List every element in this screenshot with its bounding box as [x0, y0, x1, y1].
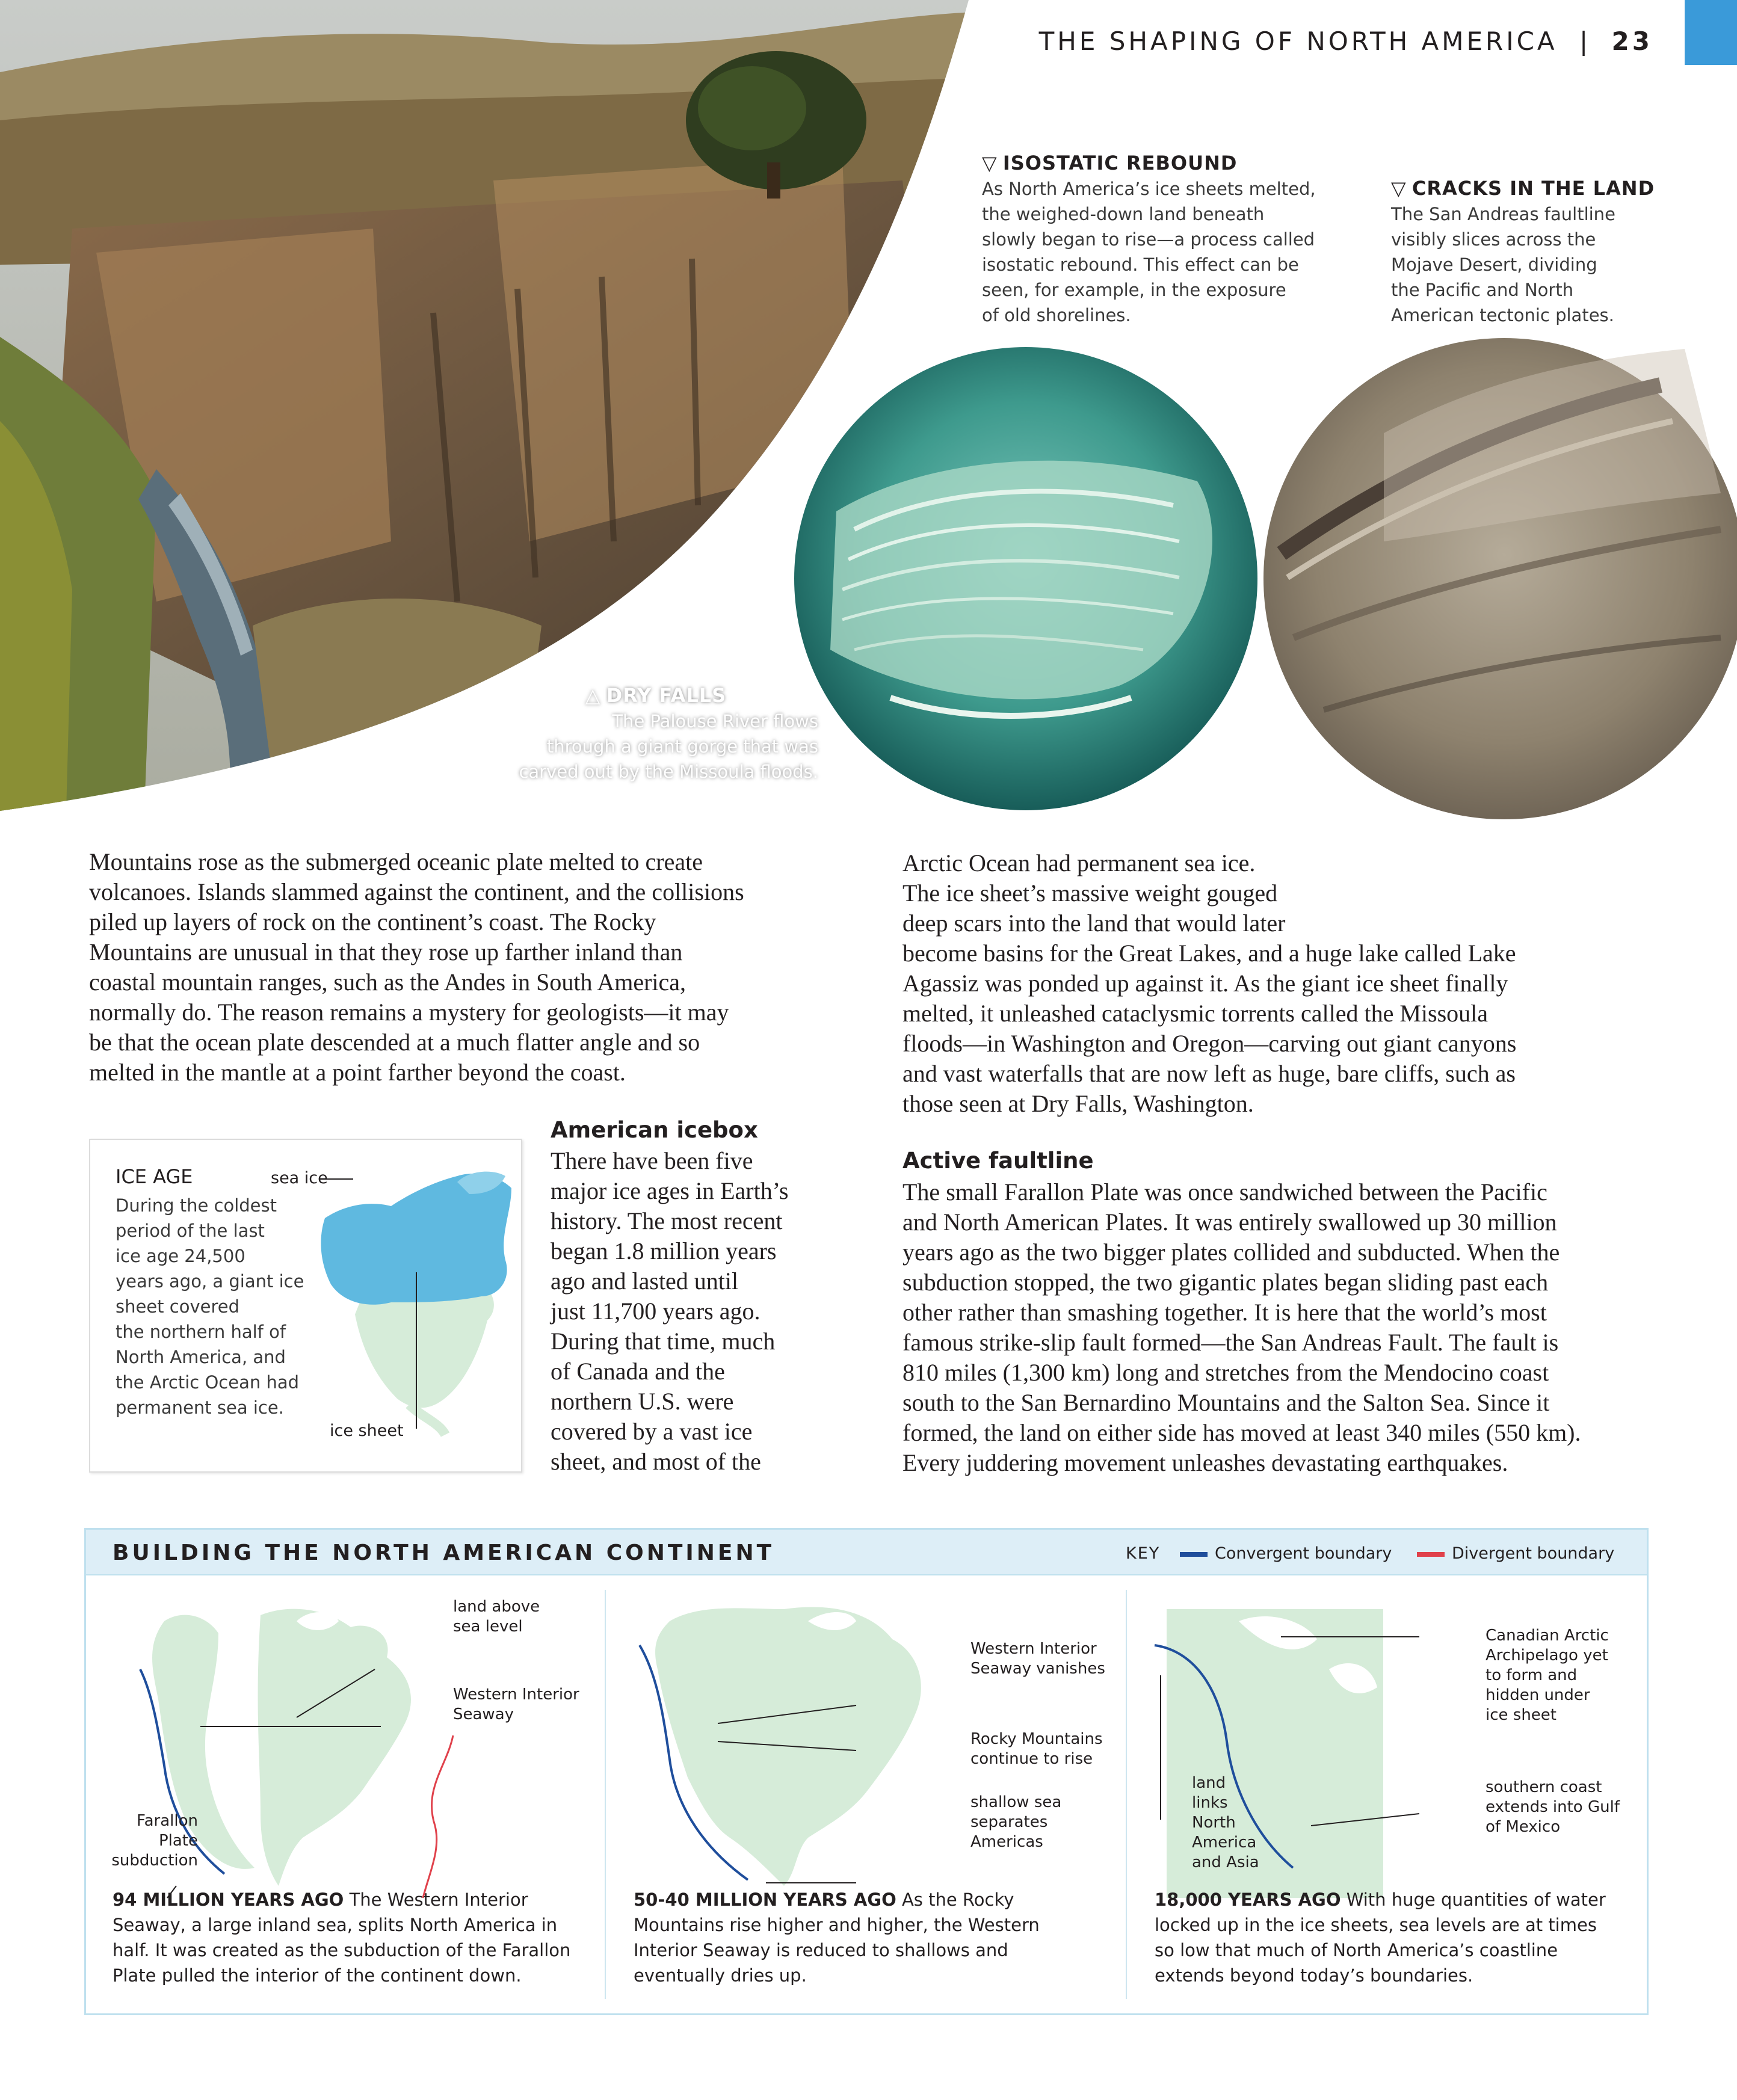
hero-photo-collage — [0, 0, 1737, 842]
text-line: other rather than smashing together. It is here that the world’s most — [902, 1299, 1547, 1326]
caption-marker-icon: ▽ — [1391, 177, 1407, 200]
text-line: and North American Plates. It was entirely swallowed up 30 million — [902, 1209, 1557, 1236]
text-line: south to the San Bernardino Mountains and the Salton Sea. Since it — [902, 1389, 1550, 1416]
caption-line: extends beyond today’s boundaries. — [1155, 1965, 1473, 1986]
label-line: southern coast — [1486, 1778, 1602, 1796]
caption-line: through a giant gorge that was — [546, 736, 818, 757]
text-line: sheet, and most of the — [551, 1448, 761, 1475]
caption-dry-falls — [457, 683, 818, 784]
caption-line: locked up in the ice sheets, sea levels are at times — [1155, 1915, 1597, 1935]
text-line: sheet covered — [116, 1296, 239, 1317]
label-line: to form and — [1486, 1666, 1578, 1684]
caption-line: half. It was created as the subduction of the Farallon — [113, 1940, 571, 1960]
caption-date: 94 MILLION YEARS AGO — [113, 1889, 344, 1910]
text-line: There have been five — [551, 1147, 753, 1174]
caption-line: slowly began to rise—a process called — [982, 229, 1315, 250]
label-southern-coast — [1486, 1778, 1620, 1837]
text-line: melted, it unleashed cataclysmic torrents called the Missoula — [902, 1000, 1489, 1027]
active-faultline-heading: Active faultline — [902, 1148, 1094, 1174]
label-line: Archipelago yet — [1486, 1646, 1608, 1664]
caption-94-million-years — [113, 1887, 600, 1988]
label-line: extends into Gulf — [1486, 1798, 1620, 1816]
text-line: The ice sheet’s massive weight gouged — [902, 879, 1278, 907]
label-canadian-arctic-archipelago — [1486, 1626, 1609, 1725]
text-line: subduction stopped, the two gigantic plates began sliding past each — [902, 1269, 1549, 1296]
caption-50-40-million-years — [634, 1887, 1121, 1988]
caption-line: The San Andreas faultline — [1391, 204, 1615, 224]
ice-age-text — [116, 1193, 304, 1420]
text-line: northern U.S. were — [551, 1388, 734, 1415]
label-line: and Asia — [1192, 1853, 1259, 1871]
land-mass-east — [258, 1609, 411, 1886]
divergent-key-label: Divergent boundary — [1452, 1544, 1615, 1563]
caption-isostatic-rebound — [982, 150, 1355, 328]
text-line: deep scars into the land that would later — [902, 910, 1286, 937]
caption-line: American tectonic plates. — [1391, 305, 1614, 325]
label-line: links — [1192, 1794, 1228, 1812]
ice-age-title: ICE AGE — [116, 1165, 193, 1188]
caption-line: The Palouse River flows — [612, 711, 818, 731]
text-line: During that time, much — [551, 1328, 776, 1355]
header-separator: | — [1579, 26, 1591, 56]
text-line: permanent sea ice. — [116, 1397, 284, 1418]
text-line: history. The most recent — [551, 1207, 783, 1234]
label-line: Western Interior — [453, 1686, 579, 1704]
text-line: began 1.8 million years — [551, 1237, 777, 1264]
divergent-key-swatch — [1417, 1552, 1445, 1557]
label-line: land — [1192, 1774, 1226, 1792]
text-line: years ago, a giant ice — [116, 1271, 304, 1292]
text-line: During the coldest — [116, 1195, 277, 1216]
text-line: melted in the mantle at a point farther beyond the coast. — [89, 1059, 626, 1086]
label-line: Seaway — [453, 1705, 514, 1723]
label-line: Seaway vanishes — [970, 1660, 1105, 1678]
text-line: The small Farallon Plate was once sandwiched between the Pacific — [902, 1178, 1547, 1205]
running-header — [1039, 26, 1653, 56]
building-continent-panel — [84, 1528, 1649, 2015]
caption-title: ISOSTATIC REBOUND — [1002, 152, 1238, 174]
ice-sheet-label: ice sheet — [330, 1421, 404, 1440]
page-number: 23 — [1611, 26, 1653, 56]
label-line: Canadian Arctic — [1486, 1627, 1609, 1645]
label-line: separates — [970, 1813, 1048, 1831]
text-line: ice age 24,500 — [116, 1246, 245, 1266]
caption-date: 50-40 MILLION YEARS AGO — [634, 1889, 896, 1910]
key-label: KEY — [1126, 1544, 1161, 1563]
text-line: period of the last — [116, 1221, 265, 1241]
text-line: the Arctic Ocean had — [116, 1372, 300, 1393]
label-line: Americas — [970, 1833, 1043, 1851]
label-line: ice sheet — [1486, 1706, 1557, 1724]
right-column-text — [902, 848, 1655, 1119]
divergent-boundary — [423, 1735, 453, 1898]
american-icebox-heading: American icebox — [551, 1117, 758, 1143]
text-line: of Canada and the — [551, 1358, 725, 1385]
caption-line: The Western Interior — [349, 1889, 528, 1910]
text-line: coastal mountain ranges, such as the Andes in South America, — [89, 968, 686, 996]
text-line: North America, and — [116, 1347, 286, 1367]
caption-line: the weighed-down land beneath — [982, 204, 1265, 224]
caption-marker-icon: ▽ — [982, 152, 998, 174]
sea-ice-label: sea ice — [271, 1169, 328, 1187]
caption-title: CRACKS IN THE LAND — [1412, 177, 1655, 200]
panel-divider — [605, 1590, 606, 1999]
text-line: 810 miles (1,300 km) long and stretches from the Mendocino coast — [902, 1359, 1549, 1386]
text-line: formed, the land on either side has moved at least 340 miles (550 km). — [902, 1419, 1581, 1446]
caption-line: Mountains rise higher and higher, the Western — [634, 1915, 1040, 1935]
text-line: normally do. The reason remains a mystery for geologists—it may — [89, 999, 729, 1026]
caption-marker-icon: △ — [585, 684, 601, 707]
text-line: floods—in Washington and Oregon—carving out giant canyons — [902, 1030, 1517, 1057]
building-panel-header — [86, 1530, 1647, 1575]
cracks-in-the-land-photo — [1263, 338, 1737, 819]
label-line: Rocky Mountains — [970, 1730, 1103, 1748]
active-faultline-text — [902, 1177, 1673, 1478]
label-land-above-sea-level — [453, 1597, 540, 1637]
ice-age-inset — [89, 1139, 522, 1473]
convergent-key-swatch — [1180, 1552, 1208, 1557]
left-column-text — [89, 847, 841, 1088]
text-line: Mountains rose as the submerged oceanic plate melted to create — [89, 848, 703, 875]
caption-line: of old shorelines. — [982, 305, 1131, 325]
text-line: Agassiz was ponded up against it. As the giant ice sheet finally — [902, 970, 1508, 997]
label-line: land above — [453, 1598, 540, 1616]
text-line: Mountains are unusual in that they rose up farther inland than — [89, 938, 683, 965]
text-line: become basins for the Great Lakes, and a huge lake called Lake — [902, 940, 1516, 967]
label-line: shallow sea — [970, 1793, 1062, 1811]
caption-line: With huge quantities of water — [1346, 1889, 1606, 1910]
caption-line: the Pacific and North — [1391, 280, 1574, 300]
caption-line: As North America’s ice sheets melted, — [982, 179, 1316, 199]
text-line: be that the ocean plate descended at a much flatter angle and so — [89, 1029, 700, 1056]
caption-date: 18,000 YEARS AGO — [1155, 1889, 1341, 1910]
american-icebox-text — [551, 1146, 851, 1477]
isostatic-rebound-photo — [794, 347, 1257, 810]
running-title: THE SHAPING OF NORTH AMERICA — [1038, 26, 1558, 56]
label-shallow-sea — [970, 1793, 1061, 1852]
label-line: Farallon — [137, 1812, 198, 1830]
label-western-interior-seaway-vanishes — [970, 1639, 1105, 1679]
label-line: Plate — [158, 1832, 198, 1850]
label-line: hidden under — [1486, 1686, 1590, 1704]
label-western-interior-seaway — [453, 1685, 579, 1725]
caption-line: isostatic rebound. This effect can be — [982, 254, 1299, 275]
caption-18000-years — [1155, 1887, 1642, 1988]
building-title: BUILDING THE NORTH AMERICAN CONTINENT — [113, 1541, 775, 1565]
caption-line: Mojave Desert, dividing — [1391, 254, 1597, 275]
label-line: sea level — [453, 1618, 523, 1636]
caption-line: carved out by the Missoula floods. — [519, 762, 818, 782]
section-tab — [1685, 0, 1737, 65]
label-line: North — [1192, 1814, 1236, 1832]
caption-line: As the Rocky — [901, 1889, 1014, 1910]
text-line: the northern half of — [116, 1322, 286, 1342]
caption-line: Interior Seaway is reduced to shallows and — [634, 1940, 1008, 1960]
label-line: continue to rise — [970, 1750, 1093, 1768]
label-farallon-plate-subduction — [108, 1811, 198, 1871]
text-line: just 11,700 years ago. — [551, 1298, 761, 1325]
text-line: famous strike-slip fault formed—the San Andreas Fault. The fault is — [902, 1329, 1559, 1356]
text-line: Arctic Ocean had permanent sea ice. — [902, 849, 1256, 876]
text-line: Every juddering movement unleashes devastating earthquakes. — [902, 1449, 1508, 1476]
text-line: piled up layers of rock on the continent’s coast. The Rocky — [89, 908, 656, 935]
caption-title: DRY FALLS — [606, 684, 727, 707]
text-line: major ice ages in Earth’s — [551, 1177, 789, 1204]
label-line: of Mexico — [1486, 1818, 1561, 1836]
text-line: those seen at Dry Falls, Washington. — [902, 1090, 1254, 1117]
text-line: ago and lasted until — [551, 1267, 739, 1295]
label-rocky-mountains-rise — [970, 1729, 1103, 1769]
caption-line: so low that much of North America’s coastline — [1155, 1940, 1558, 1960]
panel-divider — [1126, 1590, 1127, 1999]
label-line: Western Interior — [970, 1640, 1097, 1658]
ice-age-map — [319, 1164, 517, 1447]
text-line: years ago as the two bigger plates collided and subducted. When the — [902, 1239, 1560, 1266]
text-line: covered by a vast ice — [551, 1418, 753, 1445]
label-land-links — [1192, 1773, 1259, 1873]
label-line: subduction — [111, 1852, 198, 1870]
text-line: volcanoes. Islands slammed against the continent, and the collisions — [89, 878, 744, 905]
label-line: America — [1192, 1834, 1257, 1852]
caption-line: seen, for example, in the exposure — [982, 280, 1286, 300]
caption-line: eventually dries up. — [634, 1965, 807, 1986]
caption-line: Seaway, a large inland sea, splits North America in — [113, 1915, 558, 1935]
text-line: and vast waterfalls that are now left as huge, bare cliffs, such as — [902, 1060, 1516, 1087]
caption-line: visibly slices across the — [1391, 229, 1596, 250]
caption-cracks-in-the-land — [1391, 176, 1704, 328]
caption-line: Plate pulled the interior of the continent down. — [113, 1965, 522, 1986]
convergent-key-label: Convergent boundary — [1215, 1544, 1392, 1563]
